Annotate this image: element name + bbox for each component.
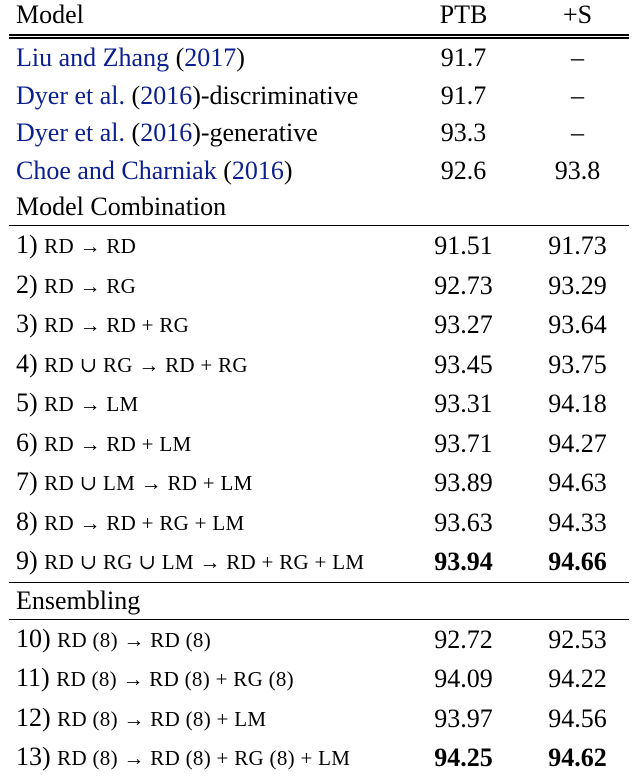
row-ptb: 92.72 <box>401 619 526 659</box>
baseline-model: Dyer et al. (2016)-discriminative <box>16 80 359 110</box>
row-number: 5) <box>16 388 38 417</box>
row-number: 12) <box>16 702 51 732</box>
row-s: 93.75 <box>548 349 607 379</box>
table-row <box>9 226 629 266</box>
row-s: 94.22 <box>548 664 607 693</box>
row-ptb: 93.31 <box>434 389 493 418</box>
table-row <box>9 503 629 543</box>
row-number: 1) <box>16 230 38 259</box>
baseline-model: Dyer et al. (2016)-generative <box>16 118 318 147</box>
row-expression: RD → RD + RG + LM <box>44 510 245 535</box>
results-table <box>9 0 629 778</box>
row-expression: RD (8) → RD (8) + LM <box>57 706 267 731</box>
citation-year-link[interactable]: 2016 <box>231 155 284 185</box>
row-number: 6) <box>16 427 38 457</box>
section-header-combination <box>9 189 629 226</box>
table-row <box>9 305 629 345</box>
row-s: 94.33 <box>548 507 607 537</box>
row-ptb-best: 94.25 <box>434 743 493 772</box>
baseline-ptb: 91.7 <box>440 80 487 110</box>
row-ptb: 93.27 <box>434 310 493 339</box>
baseline-ptb: 93.3 <box>440 118 487 147</box>
row-expression: RD → RD <box>44 234 137 258</box>
row-s-best: 94.66 <box>548 547 607 576</box>
header-model: Model <box>16 0 84 29</box>
row-ptb: 93.45 <box>434 349 493 379</box>
header-s: +S <box>562 0 593 29</box>
baseline-row <box>9 152 629 190</box>
table-row <box>9 424 629 464</box>
row-ptb: 93.71 <box>434 428 493 458</box>
row-ptb: 94.09 <box>434 664 493 693</box>
row-expression: RD → LM <box>44 392 139 416</box>
citation-year-link[interactable]: 2017 <box>184 43 237 72</box>
row-expression: RD → RD + LM <box>44 431 192 456</box>
row-expression: RD → RG <box>44 273 137 298</box>
row-ptb: 91.51 <box>401 226 526 266</box>
row-ptb: 93.63 <box>434 507 493 537</box>
row-number: 13) <box>16 742 51 771</box>
header-row <box>9 0 629 37</box>
row-expression: RD (8) → RD (8) <box>57 627 211 652</box>
row-ptb-best: 93.94 <box>434 547 493 576</box>
section-title: Ensembling <box>9 582 629 619</box>
row-number: 8) <box>16 506 38 536</box>
row-number: 3) <box>16 309 38 338</box>
table-row <box>9 384 629 424</box>
row-number: 2) <box>16 269 38 299</box>
baseline-s: – <box>526 37 629 77</box>
section-title: Model Combination <box>16 192 227 221</box>
baseline-s: – <box>571 118 584 147</box>
table-row <box>9 738 629 778</box>
row-ptb: 93.97 <box>434 703 493 733</box>
table-row <box>9 659 629 699</box>
citation-link[interactable]: Liu and Zhang <box>16 43 170 72</box>
citation-link[interactable]: Dyer et al. <box>16 80 126 110</box>
citation-link[interactable]: Choe and Charniak <box>16 155 217 185</box>
citation-link[interactable]: Dyer et al. <box>16 118 126 147</box>
table-row <box>9 619 629 659</box>
header-ptb: PTB <box>439 0 488 29</box>
citation-year-link[interactable]: 2016 <box>140 80 193 110</box>
baseline-row <box>9 77 629 115</box>
row-expression: RD (8) → RD (8) + RG (8) <box>56 667 294 691</box>
row-s: 94.63 <box>548 468 607 497</box>
row-s: 93.29 <box>548 270 607 300</box>
baseline-row <box>9 37 629 77</box>
row-number: 11) <box>16 663 50 692</box>
table-row <box>9 345 629 385</box>
row-number: 7) <box>16 467 38 496</box>
baseline-s: – <box>571 80 584 110</box>
row-s: 91.73 <box>526 226 629 266</box>
table-row <box>9 463 629 503</box>
row-s: 94.27 <box>548 428 607 458</box>
row-expression: RD ∪ LM → RD + LM <box>44 471 253 495</box>
baseline-s: 93.8 <box>554 155 601 185</box>
row-expression: RD → RD + RG <box>44 313 190 337</box>
row-s: 93.64 <box>548 310 607 339</box>
citation-year-link[interactable]: 2016 <box>140 118 193 147</box>
row-expression: RD ∪ RG ∪ LM → RD + RG + LM <box>44 550 365 574</box>
baseline-row <box>9 114 629 152</box>
baseline-ptb: 92.6 <box>440 155 487 185</box>
row-s-best: 94.62 <box>548 743 607 772</box>
baseline-suffix: -generative <box>200 118 318 147</box>
row-s: 94.56 <box>548 703 607 733</box>
row-number: 10) <box>16 623 51 653</box>
row-s: 94.18 <box>548 389 607 418</box>
table-row <box>9 266 629 306</box>
row-number: 9) <box>16 546 38 575</box>
table-row <box>9 542 629 582</box>
baseline-suffix: -discriminative <box>200 80 359 110</box>
section-header-ensembling <box>9 582 629 619</box>
table-row <box>9 699 629 739</box>
row-expression: RD ∪ RG → RD + RG <box>44 352 248 377</box>
row-ptb: 92.73 <box>434 270 493 300</box>
row-s: 92.53 <box>526 619 629 659</box>
baseline-model: Choe and Charniak (2016) <box>16 155 293 185</box>
baseline-model: Liu and Zhang (2017) <box>9 37 401 77</box>
row-number: 4) <box>16 348 38 378</box>
row-ptb: 93.89 <box>434 468 493 497</box>
row-expression: RD (8) → RD (8) + RG (8) + LM <box>57 746 351 770</box>
baseline-ptb: 91.7 <box>401 37 526 77</box>
